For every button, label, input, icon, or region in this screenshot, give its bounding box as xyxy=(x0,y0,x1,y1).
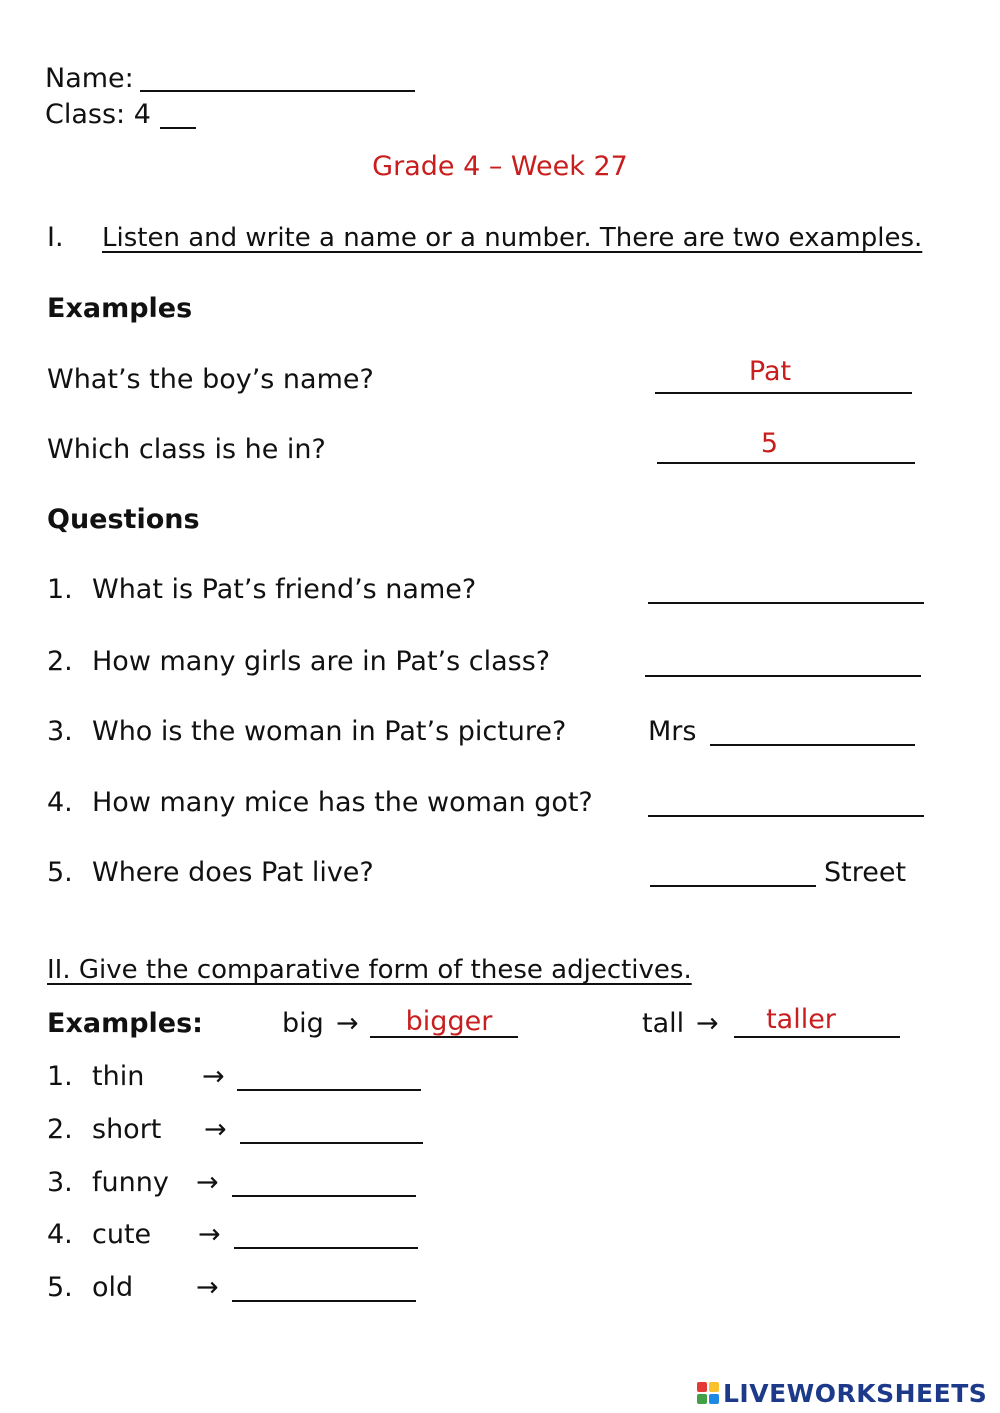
question-number: 3. xyxy=(47,716,73,747)
part2-instruction: II. Give the comparative form of these adjectives. xyxy=(47,955,692,985)
answer-input-q2[interactable] xyxy=(645,675,921,677)
arrow-icon: → xyxy=(204,1114,227,1145)
question-number: 2. xyxy=(47,646,73,677)
question-text: Who is the woman in Pat’s picture? xyxy=(92,716,567,747)
item-number: 3. xyxy=(47,1167,73,1198)
class-input[interactable] xyxy=(160,127,196,129)
item-word: funny xyxy=(92,1167,169,1198)
item-number: 2. xyxy=(47,1114,73,1145)
question-number: 1. xyxy=(47,574,73,605)
answer-input-q1[interactable] xyxy=(648,602,924,604)
arrow-icon: → xyxy=(198,1219,221,1250)
arrow-icon: → xyxy=(196,1272,219,1303)
example-answer-line-1 xyxy=(655,392,912,394)
comparative-input-3[interactable] xyxy=(232,1195,416,1197)
class-label: Class: 4 xyxy=(45,99,151,130)
answer-input-q3[interactable] xyxy=(710,744,915,746)
question-text: What is Pat’s friend’s name? xyxy=(92,574,477,605)
part1-instruction: Listen and write a name or a number. There are two examples. xyxy=(102,223,923,253)
example-answer: taller xyxy=(766,1004,836,1035)
logo-grid-icon xyxy=(697,1382,719,1404)
questions-heading: Questions xyxy=(47,504,200,535)
question-number: 5. xyxy=(47,857,73,888)
item-word: thin xyxy=(92,1061,145,1092)
question-text: Where does Pat live? xyxy=(92,857,374,888)
answer-suffix: Street xyxy=(824,857,907,888)
question-text: How many girls are in Pat’s class? xyxy=(92,646,551,677)
liveworksheets-logo xyxy=(697,1377,987,1409)
page-title: Grade 4 – Week 27 xyxy=(372,151,628,182)
question-text: How many mice has the woman got? xyxy=(92,787,593,818)
example-answer-1: Pat xyxy=(748,356,792,387)
part2-examples-label: Examples: xyxy=(47,1008,203,1039)
item-number: 4. xyxy=(47,1219,73,1250)
arrow-icon: → xyxy=(202,1061,225,1092)
comparative-input-5[interactable] xyxy=(232,1300,416,1302)
arrow-icon: → xyxy=(696,1008,719,1039)
example-question-1: What’s the boy’s name? xyxy=(47,364,374,395)
comparative-input-2[interactable] xyxy=(240,1142,423,1144)
comparative-input-4[interactable] xyxy=(234,1247,418,1249)
example-answer-2: 5 xyxy=(760,428,779,459)
item-word: short xyxy=(92,1114,162,1145)
logo-text: LIVEWORKSHEETS xyxy=(723,1378,988,1408)
example-word-1: big xyxy=(282,1008,324,1039)
example-answer: bigger xyxy=(405,1006,493,1037)
example-answer-line-2 xyxy=(657,462,915,464)
item-number: 5. xyxy=(47,1272,73,1303)
item-word: old xyxy=(92,1272,134,1303)
examples-heading: Examples xyxy=(47,293,193,324)
item-word: cute xyxy=(92,1219,152,1250)
comparative-input-1[interactable] xyxy=(237,1089,421,1091)
example-question-2: Which class is he in? xyxy=(47,434,326,465)
name-input[interactable] xyxy=(140,90,415,92)
question-number: 4. xyxy=(47,787,73,818)
arrow-icon: → xyxy=(196,1167,219,1198)
example-answer-line xyxy=(734,1036,900,1038)
name-label: Name: xyxy=(45,63,134,94)
arrow-icon: → xyxy=(336,1008,359,1039)
item-number: 1. xyxy=(47,1061,73,1092)
answer-input-q5[interactable] xyxy=(650,885,816,887)
part1-number: I. xyxy=(47,222,64,253)
answer-input-q4[interactable] xyxy=(648,815,924,817)
example-word-2: tall xyxy=(642,1008,685,1039)
answer-prefix: Mrs xyxy=(648,716,697,747)
